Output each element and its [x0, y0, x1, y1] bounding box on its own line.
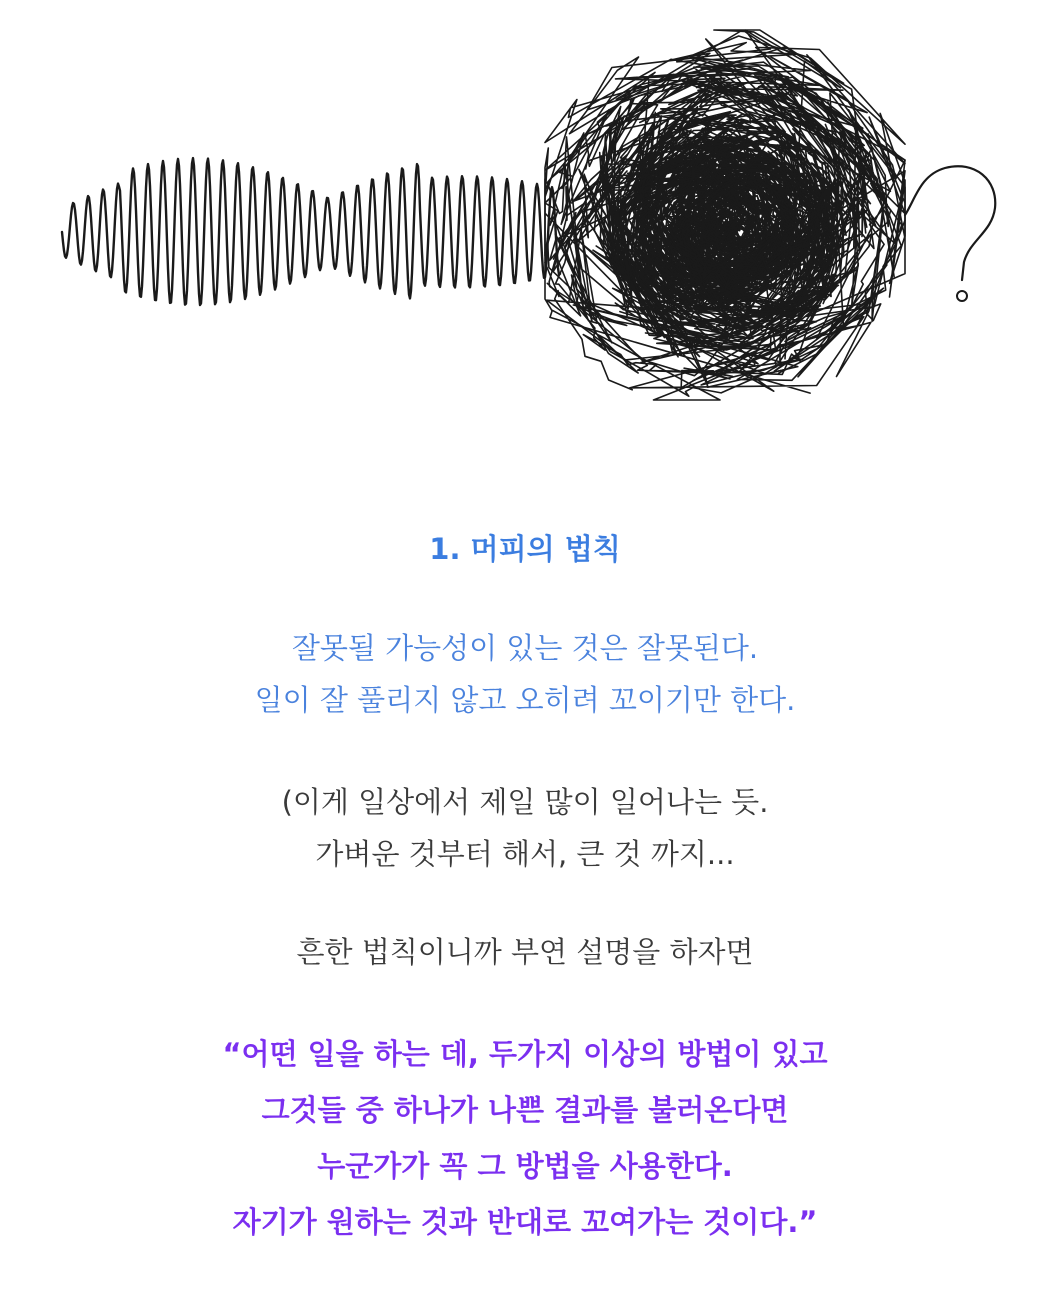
comment-line: (이게 일상에서 제일 많이 일어나는 듯.: [281, 785, 769, 819]
quote-line: “어떤 일을 하는 데, 두가지 이상의 방법이 있고: [222, 1037, 828, 1071]
hero-illustration: [0, 0, 1050, 420]
tangled-scribble-question-icon: [0, 0, 1050, 420]
section-heading: 1. 머피의 법칙: [429, 532, 621, 566]
article-body: [0, 520, 1050, 1250]
quote-block: [0, 1026, 1050, 1250]
intro-text: 흔한 법칙이니까 부연 설명을 하자면: [296, 935, 754, 969]
quote-line: 그것들 중 하나가 나쁜 결과를 불러온다면: [261, 1093, 789, 1127]
comment-text: [0, 776, 1050, 880]
question-mark-dot: [957, 291, 967, 301]
quote-line: 자기가 원하는 것과 반대로 꼬여가는 것이다.”: [232, 1205, 818, 1239]
wave-line: [62, 158, 560, 305]
definition-line: 잘못될 가능성이 있는 것은 잘못된다.: [291, 631, 759, 665]
definition-line: 일이 잘 풀리지 않고 오히려 꼬이기만 한다.: [254, 683, 796, 717]
question-mark-hook: [905, 166, 995, 280]
quote-line: 누군가가 꼭 그 방법을 사용한다.: [317, 1149, 733, 1183]
comment-line: 가벼운 것부터 해서, 큰 것 까지...: [315, 837, 735, 871]
definition-text: [0, 622, 1050, 726]
